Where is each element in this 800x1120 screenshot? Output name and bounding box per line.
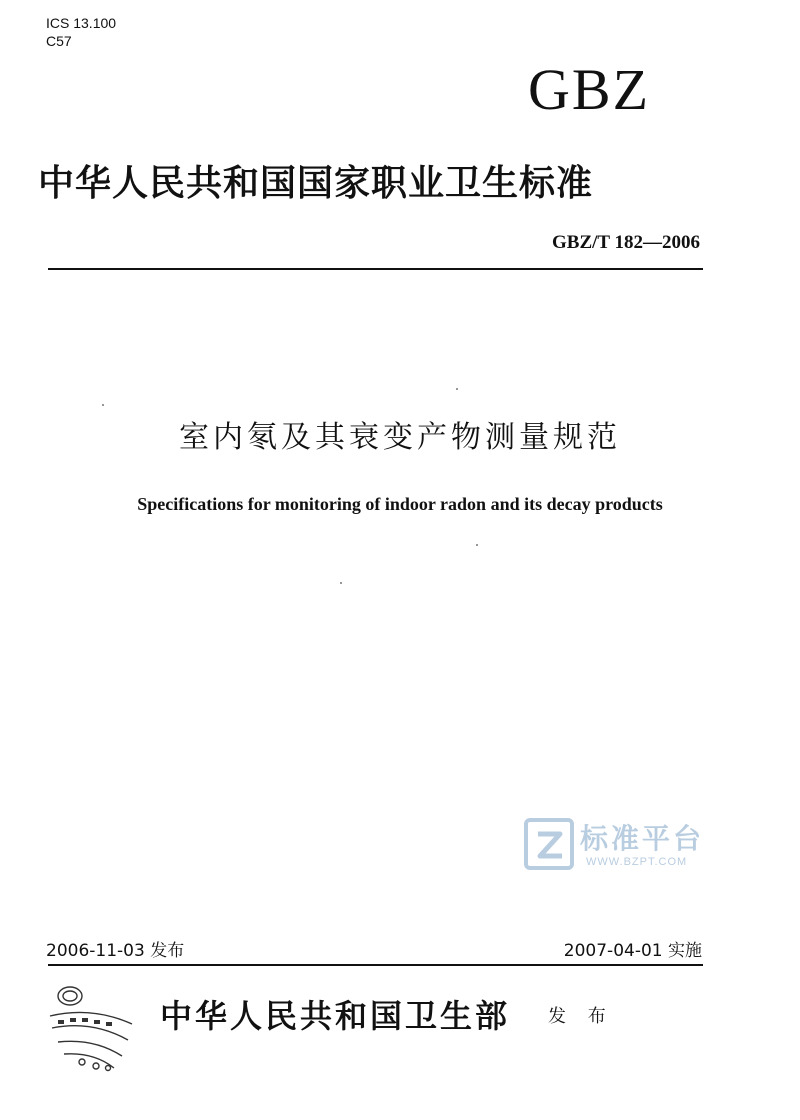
national-standard-title: 中华人民共和国国家职业卫生标准 [38,163,594,204]
classification-codes [46,14,116,50]
implementation-date: 2007-04-01 实施 [563,941,702,961]
issue-date: 2006-11-03 发布 [46,941,185,961]
issuing-authority: 中华人民共和国卫生部 [160,997,511,1035]
scan-speck [340,582,342,584]
document-title-english: Specifications for monitoring of indoor radon and its decay products [137,494,663,514]
scan-speck [476,544,478,546]
ccs-code: C57 [46,33,72,49]
watermark-name: 标准平台 [580,822,705,855]
standard-mark: GBZ [528,57,650,122]
footer-divider [48,964,703,966]
document-title-chinese: 室内氡及其衰变产物测量规范 [179,420,621,455]
scan-speck [456,388,458,390]
watermark-url: WWW.BZPT.COM [586,856,688,868]
header-divider [48,268,703,270]
publisher-seal-icon [44,980,142,1075]
issue-label: 发 布 [548,1006,614,1027]
ics-code: ICS 13.100 [46,15,117,31]
watermark-logo-icon [524,818,576,872]
watermark [524,818,724,874]
standard-code: GBZ/T 182—2006 [552,232,700,253]
scan-speck [102,404,104,406]
